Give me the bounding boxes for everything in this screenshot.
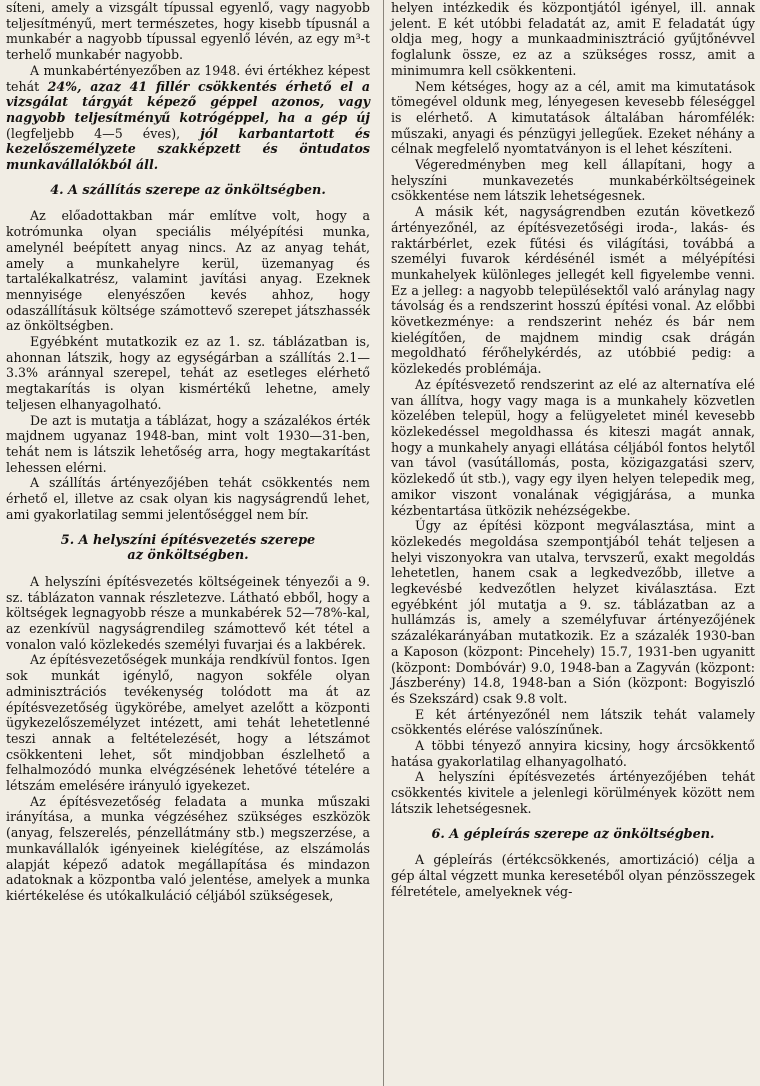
section-heading-5-line-1: 5. A helyszíni építésvezetés szerepe [60, 532, 316, 548]
section-heading-5 [6, 533, 370, 564]
right-paragraph-4: A másik két, nagyságrendben ezután következő ártényezőnél, az építésvezetőségi iroda-, lakás- és raktárbérlet, ezek fűtési és világítási, továbbá a személyi fuvarok kérdésénél ismét a mélyépítési munkahelyek különleges jellegét kell figyelembe venni. Ez a jelleg: a nagyobb településektől való aránylag nagy távolság és a rendszerint hosszú építési vonal. Az előbbi következménye: a rendszerint nehéz és bár nem kielégítően, de majdnem mindig csak drágán megoldható férőhelykérdés, az utóbbié pedig: a közlekedés problémája. [391, 204, 755, 377]
right-paragraph-3: Végeredményben meg kell állapítani, hogy a helyszíni munkavezetés munkabérköltségeinek csökkentése nem látszik lehetségesnek. [391, 157, 755, 204]
right-paragraph-6: Úgy az építési központ megválasztása, mint a közlekedés megoldása szempontjából tehát teljesen a helyi viszonyokra van utalva, tervszerű, exakt megoldás lehetetlen, hanem csak a legkedvezőbb, illetve a legkevésbé kedvezőtlen helyzet kiválasztása. Ezt egyébként jól mutatja a 9. sz. táblázatban az a hullámzás is, amely a személyfuvar ártényezőjének százalékarányában mutatkozik. Ez a százalék 1930-ban a Kaposon (központ: Pincehely) 15.7, 1931-ben ugyanitt (központ: Dombóvár) 9.0, 1948-ban a Zagyván (központ: Jászberény) 14.8, 1948-ban a Sión (központ: Bogyiszló és Szekszárd) csak 9.8 volt. [391, 518, 755, 706]
left-paragraph-2-start: A munkabértényezőben az 1948. évi értékhez képest tehát [6, 62, 370, 94]
left-paragraph-5: De azt is mutatja a táblázat, hogy a százalékos érték majdnem ugyanaz 1948-ban, mint volt 1930—31-ben, tehát nem is látszik lehetőség arra, hogy megtakarítást lehessen elérni. [6, 412, 370, 475]
section-heading-6: 6. A gépleírás szerepe az önköltségben. [431, 826, 715, 842]
right-column [391, 0, 755, 899]
left-paragraph-2-emphasis-2: jól karbantartott és kezelőszemélyzete szakképzett és öntudatos munkavállalókból áll. [6, 125, 370, 173]
right-paragraph-9: A helyszíni építésvezetés ártényezőjében tehát csökkentés kivitele a jelenlegi körülmények között nem látszik lehetségesnek. [391, 769, 755, 816]
section-heading-5-line-2: az önköltségben. [127, 548, 249, 564]
left-paragraph-2-emphasis: 24%, azaz 41 fillér csökkentés érhető el a vizsgálat tárgyát képező géppel azonos, vagy nagyobb teljesítményű kotrógéppel, ha a gép új [6, 78, 370, 125]
left-paragraph-8: Az építésvezetőségek munkája rendkívül fontos. Igen sok munkát igénylő, nagyon sokféle olyan adminisztrációs tevékenység tolódott ma át az építésvezetőség ügykörébe, amelyet azelőtt a központi ügykezelőszemélyzet intézett, ami tehát lehetetlenné teszi annak a feltételezését, hogy a létszámot csökkenteni lehet, sőt mindjobban észlelhető a felhalmozódó munka elvégzésének lehetővé tételére a létszám emelésére irányuló igyekezet. [6, 652, 370, 794]
right-paragraph-5: Az építésvezető rendszerint az elé az alternatíva elé van állítva, hogy vagy maga is a munkahely közvetlen közelében települ, hogy a felügyeletet minél kevesebb közlekedéssel megoldhassa és kiteszi magát annak, hogy a munkahely anyagi ellátása céljából fontos helytől van távol (vasútállomás, posta, közigazgatási szerv, közlekedő út stb.), vagy egy ilyen helyen telepedik meg, amikor viszont vonalának végigjárása, a munka kézbentartása ütközik nehézségekbe. [391, 376, 755, 518]
right-paragraph-7: E két ártényezőnél nem látszik tehát valamely csökkentés elérése valószínűnek. [391, 706, 755, 738]
section-heading-4: 4. A szállítás szerepe az önköltségben. [50, 182, 326, 198]
left-paragraph-6: A szállítás ártényezőjében tehát csökkentés nem érhető el, illetve az csak olyan kis nagyságrendű lehet, ami gyakorlatilag semmi jelentőséggel nem bír. [6, 475, 370, 522]
left-paragraph-3: Az előadottakban már említve volt, hogy a kotrómunka olyan speciális mélyépítési munka, amelynél beépített anyag nincs. Az az anyag tehát, amely a munkahelyre kerül, üzemanyag és tartalékalkatrész, valamint javítási anyag. Ezeknek mennyisége elenyészően kevés ahhoz, hogy odaszállításuk költsége számottevő szerepet játszhassék az önköltségben. [6, 208, 370, 334]
left-paragraph-7: A helyszíni építésvezetés költségeinek tényezői a 9. sz. táblázaton vannak részletezve. Látható ebből, hogy a költségek legnagyobb része a munkabérek 52—78%-kal, az ezenkívül nagyságrendileg számottevő két tétel a vonalon való közlekedés személyi fuvarjai és a lakbérek. [6, 573, 370, 652]
right-paragraph-10: A gépleírás (értékcsökkenés, amortizáció) célja a gép által végzett munka keresetéből olyan pénzösszegek félretétele, amelyeknek vég- [391, 852, 755, 899]
left-paragraph-1: síteni, amely a vizsgált típussal egyenlő, vagy nagyobb teljesítményű, mert természetes, hogy kisebb típusnál a munkabér a nagyobb típussal egyenlő lévén, az egy m³-t terhelő munkabér nagyobb. [6, 0, 370, 63]
right-paragraph-8: A többi tényező annyira kicsiny, hogy árcsökkentő hatása gyakorlatilag elhanyagolható. [391, 738, 755, 769]
column-divider [383, 0, 384, 1086]
left-paragraph-2-middle: (legfeljebb 4—5 éves), [6, 125, 201, 141]
left-paragraph-2 [6, 63, 370, 173]
right-paragraph-1: helyen intézkedik és központjától igényel, ill. annak jelent. E két utóbbi feladatát az, amit E feladatát úgy oldja meg, hogy a munkaadminisztráció gyűjtőnévvel foglalunk össze, ez az a szükséges rossz, amit a minimumra kell csökkenteni. [391, 0, 755, 78]
left-paragraph-9: Az építésvezetőség feladata a munka műszaki irányítása, a munka végzéséhez szükséges eszközök (anyag, felszerelés, pénzellátmány stb.) megszerzése, a munkavállalók igényeinek kielégítése, az elszámolás alapját képező adatok megállapítása és mindazon adatoknak a központba való jelentése, amelyek a munka kiértékelése és utókalkuláció céljából szükségesek, [6, 793, 370, 903]
left-paragraph-4: Egyébként mutatkozik ez az 1. sz. táblázatban is, ahonnan látszik, hogy az egységárban a szállítás 2.1—3.3% aránnyal szerepel, tehát az esetleges elérhető megtakarítás is olyan kismértékű lehetne, amely teljesen elhanyagolható. [6, 334, 370, 412]
left-column [6, 0, 370, 904]
right-paragraph-2: Nem kétséges, hogy az a cél, amit ma kimutatások tömegével oldunk meg, lényegesen kevesebb féleséggel is elérhető. A kimutatások általában háromfélék: műszaki, anyagi és pénzügyi jellegűek. Ezeket néhány a célnak megfelelő nyomtatványon is el lehet készíteni. [391, 78, 755, 157]
